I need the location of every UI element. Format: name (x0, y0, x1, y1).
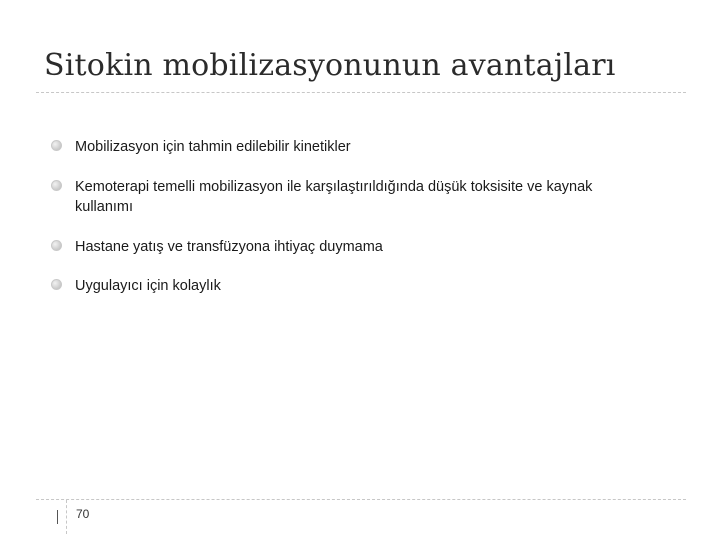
footer-divider (36, 499, 686, 500)
footer-tick-mark (57, 510, 58, 524)
bullet-dot-icon (51, 180, 62, 191)
title-divider (36, 92, 686, 93)
footer-vertical-divider (66, 500, 67, 534)
bullet-dot-icon (51, 240, 62, 251)
bullet-text: Uygulayıcı için kolaylık (75, 278, 221, 294)
bullet-text: Mobilizasyon için tahmin edilebilir kinetikler (75, 139, 351, 155)
bullet-dot-icon (51, 140, 62, 151)
bullet-text: Hastane yatış ve transfüzyona ihtiyaç duymama (75, 239, 383, 255)
bullet-text: Kemoterapi temelli mobilizasyon ile karşılaştırıldığında düşük toksisite ve kaynak kullanımı (75, 179, 593, 215)
bullet-dot-icon (51, 279, 62, 290)
slide-title: Sitokin mobilizasyonunun avantajları (44, 48, 616, 83)
bullet-item (51, 137, 641, 157)
bullet-item (51, 177, 641, 217)
bullet-item (51, 276, 641, 296)
bullet-item (51, 237, 641, 257)
slide-number: 70 (76, 507, 90, 521)
